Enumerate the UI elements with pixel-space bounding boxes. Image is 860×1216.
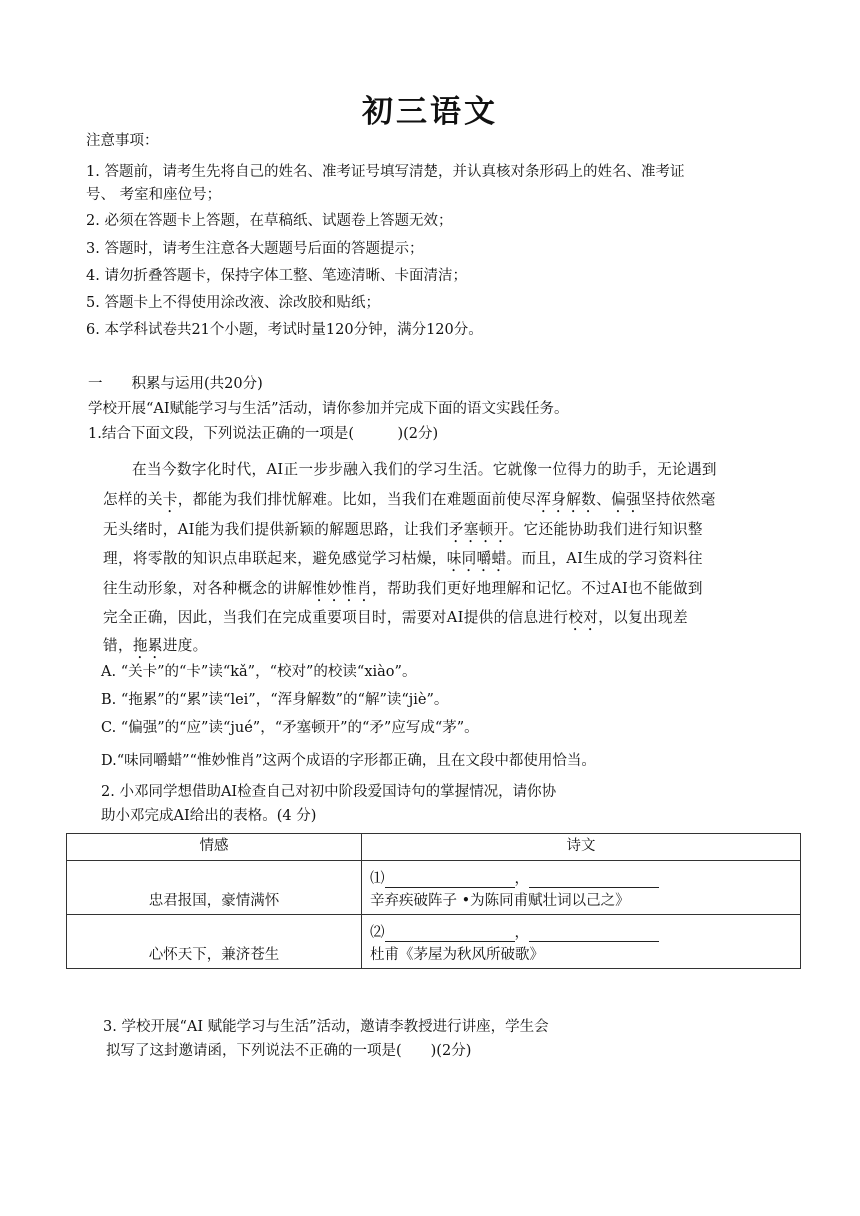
emphasized-word: 味同嚼蜡 (446, 550, 507, 567)
poem-source: 辛弃疾破阵子 •为陈同甫赋壮词以己之》 (370, 893, 630, 909)
passage-text: 怎样的关 (103, 491, 163, 508)
passage-text: 无头绪时，AI能为我们提供新颖的解题思路，让我们 (103, 521, 449, 538)
passage-text: ，以复出现差 (598, 609, 688, 626)
emotion-cell (67, 915, 362, 969)
notice-heading: 注意事项： (86, 133, 159, 149)
passage-text: 、 (596, 491, 612, 508)
emphasized-word: 校对 (568, 609, 599, 626)
option-a: A. “关卡”的“卡”读“kǎ”，“校对”的校读“xiào”。 (101, 664, 417, 680)
question-2-stem: 2. 小邓同学想借助AI检查自己对初中阶段爱国诗句的掌握情况，请你协 (101, 784, 557, 800)
emotion-text: 忠君报国，豪情满怀 (148, 893, 280, 909)
section-intro: 学校开展“AI赋能学习与生活”活动，请你参加并完成下面的语文实践任务。 (88, 401, 569, 417)
passage-line-1: 在当今数字化时代，AI正一步步融入我们的学习生活。它就像一位得力的助手，无论遇到 (132, 461, 717, 478)
passage-text: 进度。 (162, 637, 208, 654)
notice-item-1: 1. 答题前，请考生先将自己的姓名、准考证号填写清楚，并认真核对条形码上的姓名、准考证 (86, 164, 685, 180)
emotion-cell (67, 861, 362, 915)
emphasized-word: 卡 (162, 491, 178, 508)
blank-number: ⑴ (370, 871, 385, 887)
passage-line-4 (103, 549, 703, 575)
blank-number: ⑵ (370, 925, 385, 941)
passage-text: 坚持依然毫 (641, 491, 716, 508)
poem-cell (362, 915, 801, 969)
question-3-stem: 3. 学校开展“AI 赋能学习与生活”活动，邀请李教授进行讲座，学生会 (103, 1019, 549, 1035)
passage-line-2 (103, 490, 716, 516)
passage-line-6 (103, 608, 688, 634)
notice-item-3: 3. 答题时，请考生注意各大题题号后面的答题提示； (86, 241, 424, 257)
blank-separator: ， (514, 925, 529, 941)
answer-blank[interactable] (529, 873, 659, 888)
notice-item-6: 6. 本学科试卷共21个小题，考试时量120分钟，满分120分。 (86, 322, 483, 338)
passage-text: 完全正确，因此，当我们在完成重要项目时，需要对AI提供的信息进行 (103, 609, 569, 626)
passage-text: 理，将零散的知识点串联起来，避免感觉学习枯燥， (103, 550, 447, 567)
question-1-stem: 1.结合下面文段，下列说法正确的一项是( )(2分) (88, 426, 439, 442)
table-header-emotion: 情感 (67, 834, 362, 861)
emphasized-word: 浑身解数 (536, 491, 597, 508)
answer-blank[interactable] (385, 873, 515, 888)
table-header-row (67, 834, 801, 861)
notice-item-4: 4. 请勿折叠答题卡，保持字体工整、笔迹清晰、卡面清洁； (86, 268, 467, 284)
notice-item-1-cont: 号、 考室和座位号； (86, 187, 222, 203)
section-heading: 一 积累与运用(共20分) (88, 376, 263, 392)
passage-text: 往生动形象，对各种概念的讲解 (103, 580, 313, 597)
emphasized-word: 拖累 (132, 637, 163, 654)
emotion-text: 心怀天下，兼济苍生 (148, 947, 280, 963)
fill-blank-row (370, 921, 659, 942)
table-row (67, 915, 801, 969)
emphasized-word: 偏强 (611, 491, 642, 508)
option-b: B. “拖累”的“累”读“lei”，“浑身解数”的“解”读“jiè”。 (101, 692, 449, 708)
blank-separator: ， (514, 871, 529, 887)
notice-item-2: 2. 必须在答题卡上答题，在草稿纸、试题卷上答题无效； (86, 213, 453, 229)
passage-line-5 (103, 579, 703, 605)
answer-blank[interactable] (385, 927, 515, 942)
passage-text: 错， (103, 637, 133, 654)
passage-line-3 (103, 520, 703, 546)
table-row (67, 861, 801, 915)
passage-text: ，帮助我们更好地理解和记忆。不过AI也不能做到 (372, 580, 703, 597)
fill-blank-row (370, 867, 659, 888)
emphasized-word: 矛塞顿开 (448, 521, 509, 538)
emphasized-word: 惟妙惟肖 (312, 580, 372, 597)
question-2-stem-cont: 助小邓完成AI给出的表格。(4 分) (101, 808, 317, 824)
poem-source: 杜甫《茅屋为秋风所破歌》 (370, 947, 544, 963)
poem-cell (362, 861, 801, 915)
poem-table (66, 833, 801, 969)
passage-text: 。它还能协助我们进行知识整 (508, 521, 703, 538)
passage-line-7 (103, 636, 208, 662)
notice-item-5: 5. 答题卡上不得使用涂改液、涂改胶和贴纸； (86, 295, 380, 311)
table-header-poem: 诗文 (362, 834, 801, 861)
page-title: 初三语文 (362, 94, 498, 130)
option-c: C. “偏强”的“应”读“jué”，“矛塞顿开”的“矛”应写成“茅”。 (101, 720, 479, 736)
passage-text: ，都能为我们排忧解难。比如，当我们在难题面前使尽 (177, 491, 537, 508)
option-d: D.“味同嚼蜡”“惟妙惟肖”这两个成语的字形都正确，且在文段中都使用恰当。 (101, 753, 596, 769)
passage-text: 。而且，AI生成的学习资料往 (506, 550, 703, 567)
question-3-stem-cont: 拟写了这封邀请函，下列说法不正确的一项是( )(2分) (106, 1043, 472, 1059)
answer-blank[interactable] (529, 927, 659, 942)
